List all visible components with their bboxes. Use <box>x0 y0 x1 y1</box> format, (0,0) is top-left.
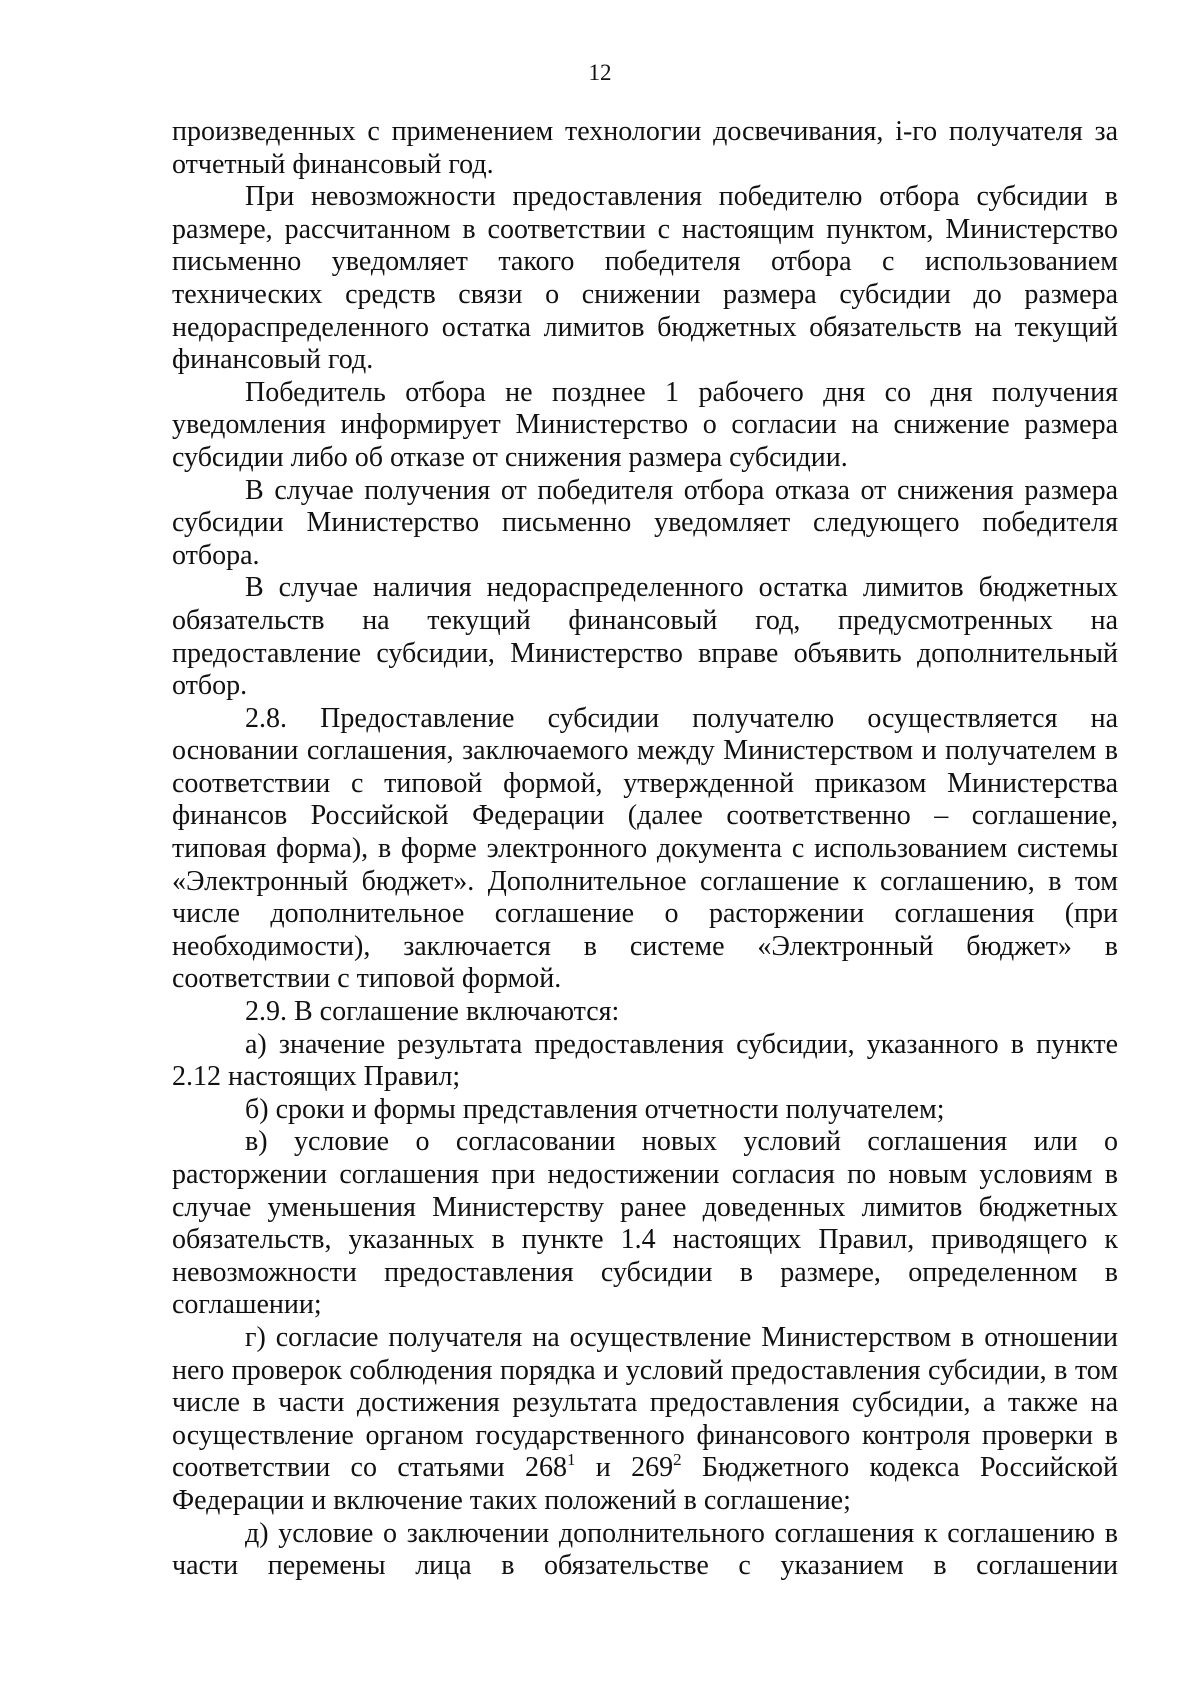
list-item-d: д) условие о заключении дополнительного соглашения к соглашению в части перемены лица в обязательстве с указанием в соглашении <box>172 1517 1118 1582</box>
superscript-2: 2 <box>673 1450 682 1470</box>
paragraph-winner-response: Победитель отбора не позднее 1 рабочего дня со дня получения уведомления информирует Министерство о согласии на снижение размера субсидии либо об отказе от снижения размера субсидии. <box>172 376 1118 473</box>
list-item-b: б) сроки и формы представления отчетности получателем; <box>245 1093 945 1125</box>
list-item-v: в) условие о согласовании новых условий соглашения или о расторжении соглашения при недостижении согласия по новым условиям в случае уменьшения Министерству ранее доведенных лимитов бюджетных обязательств, указанных в пункте 1.4 настоящих Правил, приводящего к невозможности предоставления субсидии в размере, определенном в соглашении; <box>172 1126 1118 1321</box>
paragraph-2-9: 2.9. В соглашение включаются: <box>245 996 620 1028</box>
list-item-g-text-2: и 269 <box>575 1452 674 1484</box>
list-item-g-text-3: Бюджетного кодекса Российской Федерации и включение таких положений в соглашение; <box>172 1452 1119 1516</box>
document-body <box>172 116 1118 1583</box>
paragraph-2-8: 2.8. Предоставление субсидии получателю осуществляется на основании соглашения, заключаемого между Министерством и получателем в соответствии с типовой формой, утвержденной приказом Министерства финансов Российской Федерации (далее соответственно – соглашение, типовая форма), в форме электронного документа с использованием системы «Электронный бюджет». Дополнительное соглашение к соглашению, в том числе дополнительное соглашение о расторжении соглашения (при необходимости), заключается в системе «Электронный бюджет» в соответствии с типовой формой. <box>172 702 1118 995</box>
list-item-g <box>172 1322 1118 1518</box>
list-item-a: а) значение результата предоставления субсидии, указанного в пункте 2.12 настоящих Правил; <box>172 1028 1118 1093</box>
paragraph-continuation: произведенных с применением технологии досвечивания, i-го получателя за отчетный финансовый год. <box>172 116 1118 180</box>
paragraph-refusal: В случае получения от победителя отбора отказа от снижения размера субсидии Министерство письменно уведомляет следующего победителя отбора. <box>172 474 1118 571</box>
paragraph-reduction-notice: При невозможности предоставления победителю отбора субсидии в размере, рассчитанном в соответствии с настоящим пунктом, Министерство письменно уведомляет такого победителя отбора с использованием технических средств связи о снижении размера субсидии до размера недораспределенного остатка лимитов бюджетных обязательств на текущий финансовый год. <box>172 181 1118 376</box>
list-item-g-text-1: г) согласие получателя на осуществление Министерством в отношении него проверок соблюдения порядка и условий предоставления субсидии, в том числе в части достижения результата предоставления субсидии, а также на осуществление органом государственного финансового контроля проверки в соответствии со статьями 268 <box>172 1321 1118 1484</box>
page-number: 12 <box>588 60 612 85</box>
paragraph-additional-selection: В случае наличия недораспределенного остатка лимитов бюджетных обязательств на текущий финансовый год, предусмотренных на предоставление субсидии, Министерство вправе объявить дополнительный отбор. <box>172 572 1118 702</box>
superscript-1: 1 <box>566 1450 576 1470</box>
